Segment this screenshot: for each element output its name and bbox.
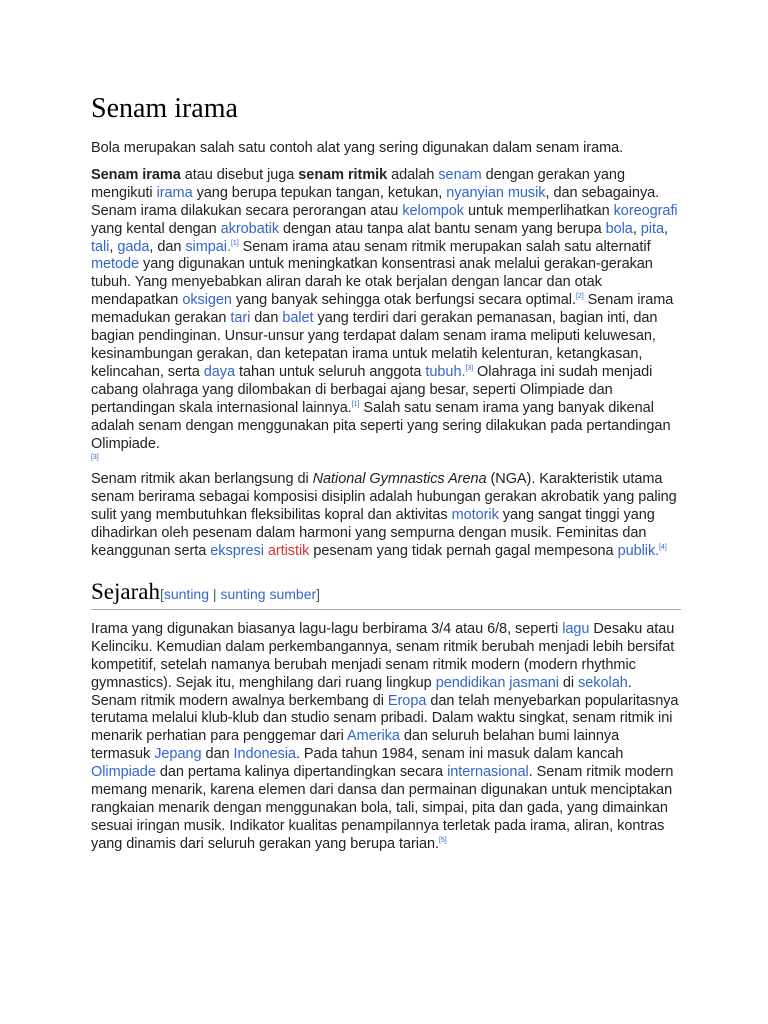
text-run: dengan gerakan yang mengikuti (91, 166, 625, 201)
section-heading-sejarah (91, 579, 681, 610)
wiki-link[interactable]: ekspresi (210, 543, 264, 560)
text-run: dan (201, 746, 234, 763)
wiki-link[interactable]: senam (438, 166, 482, 183)
wiki-link[interactable]: daya (203, 363, 235, 380)
text-run: yang kental dengan (91, 220, 221, 237)
italic-term: National Gymnastics Arena (312, 471, 487, 488)
reference-link[interactable]: [3] (91, 454, 99, 462)
text-run: dan telah menyebarkan popularitasnya terutama melalui klub-klub dan studio senam pribadi. Dalam waktu singkat, senam ritmik ini menarik perhatian para penggemar dari (91, 692, 679, 745)
edit-section-links (160, 586, 320, 602)
text-run: untuk memperlihatkan (463, 202, 614, 219)
text-run: di (558, 674, 579, 691)
bold-term: Senam irama (91, 166, 181, 183)
text-run: Olahraga ini sudah menjadi cabang olahraga yang dilombakan di berbagai ajang besar, seperti Olimpiade dan pertandingan skala internasional lainnya. (91, 363, 653, 416)
text-run: atau disebut juga (180, 166, 299, 183)
text-run: Senam irama atau senam ritmik merupakan salah satu alternatif (238, 238, 651, 255)
wiki-link[interactable]: kelompok (402, 202, 464, 219)
wiki-link[interactable]: Eropa (387, 692, 427, 709)
edit-separator: | (209, 585, 221, 602)
wiki-link[interactable]: bola (605, 220, 633, 237)
text-run: Senam irama memadukan gerakan (91, 292, 674, 327)
article (91, 92, 681, 863)
text-run: Senam ritmik akan berlangsung di (91, 471, 313, 488)
wiki-link[interactable]: tali (91, 238, 110, 255)
edit-link[interactable]: sunting (163, 585, 210, 602)
text-run: dan pertama kalinya dipertandingkan secara (155, 764, 448, 781)
wiki-link[interactable]: koreografi (613, 202, 678, 219)
text-run: dan seluruh belahan bumi lainnya termasuk (91, 728, 620, 763)
text-run: pesenam yang tidak pernah gagal mempesona (309, 543, 618, 560)
text-run: , (109, 238, 118, 255)
wiki-link[interactable]: pendidikan jasmani (435, 674, 559, 691)
paragraph-intro (91, 167, 681, 463)
edit-bracket-close: ] (316, 585, 321, 602)
wiki-link[interactable]: irama (156, 184, 193, 201)
wiki-redlink[interactable]: artistik (267, 543, 310, 560)
image-caption: Bola merupakan salah satu contoh alat yang sering digunakan dalam senam irama. (91, 140, 624, 156)
text-run: . Senam ritmik modern memang menarik, karena elemen dari dansa dan permainan digunakan untuk menciptakan rangkaian menarik dengan menggunakan bola, tali, simpai, pita dan gada, yang dimainkan sesuai iringan musik. Indikator kualitas penampilannya terletak pada irama, aliran, kontras yang dinamis dari seluruh gerakan yang berupa tarian. (91, 764, 674, 852)
wiki-link[interactable]: metode (91, 256, 140, 273)
text-run: yang banyak sehingga otak berfungsi secara optimal. (231, 292, 576, 309)
section-title: Sejarah (91, 578, 160, 604)
wiki-link[interactable]: balet (282, 310, 314, 327)
page-title: Senam irama (91, 93, 238, 124)
wiki-link[interactable]: internasional (447, 764, 529, 781)
reference-link[interactable]: [5] (439, 836, 447, 844)
wiki-link[interactable]: tari (230, 310, 251, 327)
wiki-link[interactable]: tubuh. (425, 363, 466, 380)
wiki-link[interactable]: akrobatik (220, 220, 280, 237)
reference-link[interactable]: [1] (351, 400, 360, 408)
text-run: , (632, 220, 641, 237)
bold-term: senam ritmik (298, 166, 388, 183)
paragraph-history (91, 621, 681, 854)
wiki-link[interactable]: publik. (617, 543, 660, 560)
reference-link[interactable]: [1] (230, 239, 239, 247)
wiki-link[interactable]: oksigen (182, 292, 232, 309)
text-run: Desaku atau Kelinciku. Kemudian dalam perkembangannya, senam ritmik berubah menjadi lebih bersifat kompetitif, setelah namanya berubah menjadi senam ritmik modern (modern rhythmic gymnastics). Sejak itu, menghilang dari ruang lingkup (91, 620, 675, 691)
text-run: yang terdiri dari gerakan pemanasan, bagian inti, dan bagian pendinginan. Unsur-unsur yang terdapat dalam senam irama meliputi keluwesan, kesinambungan gerakan, dan ketepatan irama untuk melatih kelenturan, ketangkasan, kelincahan, serta (91, 310, 658, 380)
wiki-link[interactable]: Amerika (347, 728, 400, 745)
wiki-link[interactable]: Olimpiade (91, 764, 156, 781)
paragraph-nga (91, 471, 681, 561)
text-run: yang berupa tepukan tangan, ketukan, (192, 184, 447, 201)
text-run: Salah satu senam irama yang banyak dikenal adalah senam dengan menggunakan pita seperti yang sering dilakukan pada pertandingan Olimpiade. (91, 399, 671, 452)
edit-bracket-open: [ (159, 585, 164, 602)
text-run: adalah (387, 166, 439, 183)
text-run: . Senam ritmik modern awalnya berkembang di (91, 674, 632, 709)
text-run: , (663, 220, 668, 237)
reference-link[interactable]: [3] (465, 365, 474, 373)
wiki-link[interactable]: Jepang (154, 746, 202, 763)
text-run: . Pada tahun 1984, senam ini masuk dalam kancah (295, 746, 624, 763)
edit-source-link[interactable]: sunting sumber (220, 585, 317, 602)
wiki-link[interactable]: nyanyian musik (446, 184, 546, 201)
text-run: dengan atau tanpa alat bantu senam yang berupa (279, 220, 606, 237)
text-run: yang sangat tinggi yang dihadirkan oleh pesenam dalam harmoni yang sempurna dengan musik. Feminitas dan keanggunan serta (91, 507, 655, 560)
text-run: dan (250, 310, 283, 327)
wiki-link[interactable]: gada (117, 238, 150, 255)
text-run: Irama yang digunakan biasanya lagu-lagu berbirama 3/4 atau 6/8, seperti (91, 620, 563, 637)
wiki-link[interactable]: pita (640, 220, 664, 237)
wiki-link[interactable]: motorik (451, 507, 499, 524)
text-run: , dan sebagainya. Senam irama dilakukan secara perorangan atau (91, 184, 660, 219)
wiki-link[interactable]: sekolah (578, 674, 628, 691)
text-run: yang digunakan untuk meningkatkan konsentrasi anak melalui gerakan-gerakan tubuh. Yang menyebabkan aliran darah ke otak berjalan dengan lancar dan otak mendapatkan (91, 256, 653, 309)
text-run: , dan (149, 238, 186, 255)
text-run: tahan untuk seluruh anggota (235, 363, 426, 380)
wiki-link[interactable]: lagu (562, 620, 590, 637)
reference-link[interactable]: [4] (659, 544, 667, 552)
wiki-link[interactable]: simpai. (185, 238, 231, 255)
text-run: (NGA). Karakteristik utama senam berirama sebagai komposisi disiplin adalah hubungan gerakan akrobatik yang paling sulit yang membutuhkan fleksibilitas kopral dan aktivitas (91, 471, 677, 524)
wiki-link[interactable]: Indonesia (233, 746, 296, 763)
reference-link[interactable]: [2] (575, 293, 584, 301)
